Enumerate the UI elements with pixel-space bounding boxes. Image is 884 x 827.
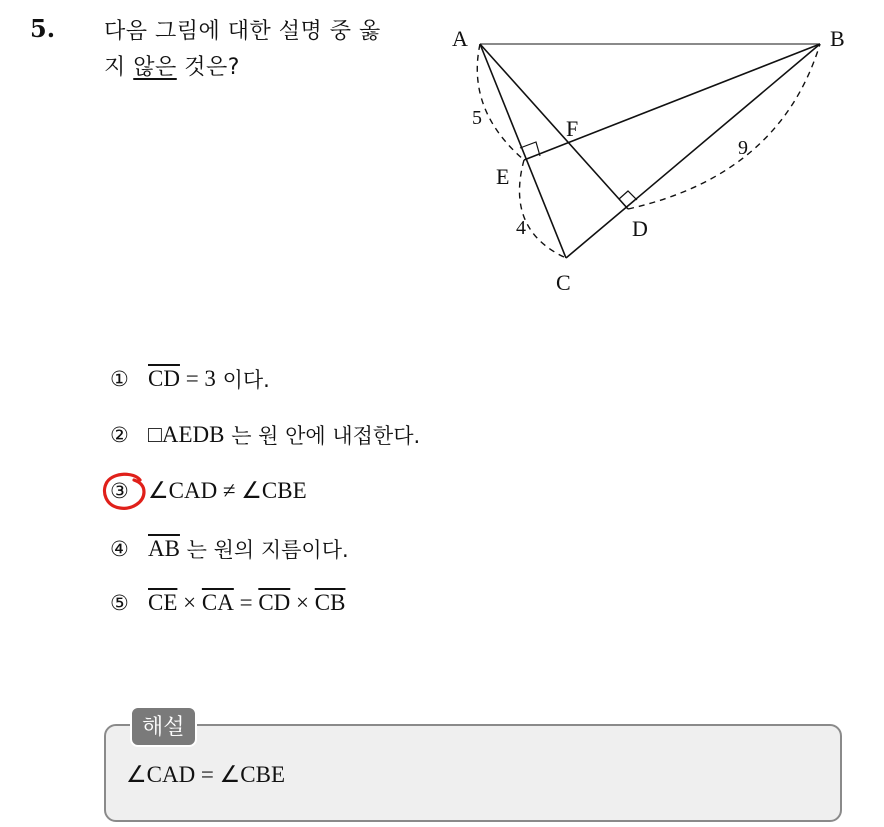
question-number: 5. — [30, 14, 56, 43]
choice-2[interactable] — [110, 420, 420, 450]
segment-bc — [566, 44, 820, 258]
label-e: E — [496, 164, 510, 189]
length-ec: 4 — [516, 217, 526, 239]
choice-2-number: ② — [110, 423, 129, 447]
length-ae: 5 — [472, 107, 482, 129]
choice-5-op2: = — [233, 590, 259, 615]
choice-5-number: ⑤ — [110, 591, 129, 615]
choice-2-math: □AEDB — [148, 422, 225, 447]
choice-5-op1: × — [177, 590, 202, 615]
geometry-figure — [440, 20, 860, 300]
choice-3-math: ∠CAD ≠ ∠CBE — [148, 478, 307, 503]
choice-5-seg-cb: $\overline{CB}$ — [314, 590, 346, 615]
question-text — [104, 14, 424, 86]
choice-1-segment: $\overline{CD}$ — [148, 366, 180, 391]
choice-4-segment: $\overline{AB}$ — [148, 536, 180, 561]
label-a: A — [452, 26, 468, 51]
choice-5-op3: × — [290, 590, 315, 615]
label-d: D — [632, 216, 648, 241]
choice-1-korean: 이다. — [215, 368, 270, 392]
choice-3-number: ③ — [110, 479, 129, 503]
choice-4[interactable] — [110, 534, 349, 564]
question-line2-post: 것은? — [176, 55, 240, 80]
question-line2-pre: 지 — [104, 55, 134, 80]
choice-5[interactable] — [110, 590, 345, 616]
choice-4-korean: 는 원의 지름이다. — [179, 538, 349, 562]
solution-tag: 해설 — [130, 706, 197, 747]
choice-5-seg-ce: $\overline{CE}$ — [148, 590, 178, 615]
label-f: F — [566, 116, 579, 141]
choice-5-seg-cd: $\overline{CD}$ — [258, 590, 291, 615]
answer-mark-circle — [100, 470, 150, 514]
choice-4-number: ④ — [110, 537, 129, 561]
label-c: C — [556, 270, 571, 295]
length-db: 9 — [738, 137, 748, 159]
choice-5-seg-ca: $\overline{CA}$ — [201, 590, 234, 615]
question-line1: 다음 그림에 대한 설명 중 옳 — [104, 19, 381, 44]
right-angle-d — [619, 191, 637, 200]
label-b: B — [830, 26, 845, 51]
question-underlined: 않은 — [133, 55, 177, 80]
choice-1[interactable] — [110, 364, 270, 394]
choice-1-value: = 3 — [179, 366, 216, 391]
dashed-arc-ae — [477, 44, 524, 160]
choice-1-number: ① — [110, 367, 129, 391]
solution-text: ∠CAD = ∠CBE — [126, 762, 286, 787]
segment-be — [524, 44, 820, 160]
choice-2-korean: 는 원 안에 내접한다. — [224, 424, 421, 448]
dashed-arc-ec — [519, 160, 566, 258]
